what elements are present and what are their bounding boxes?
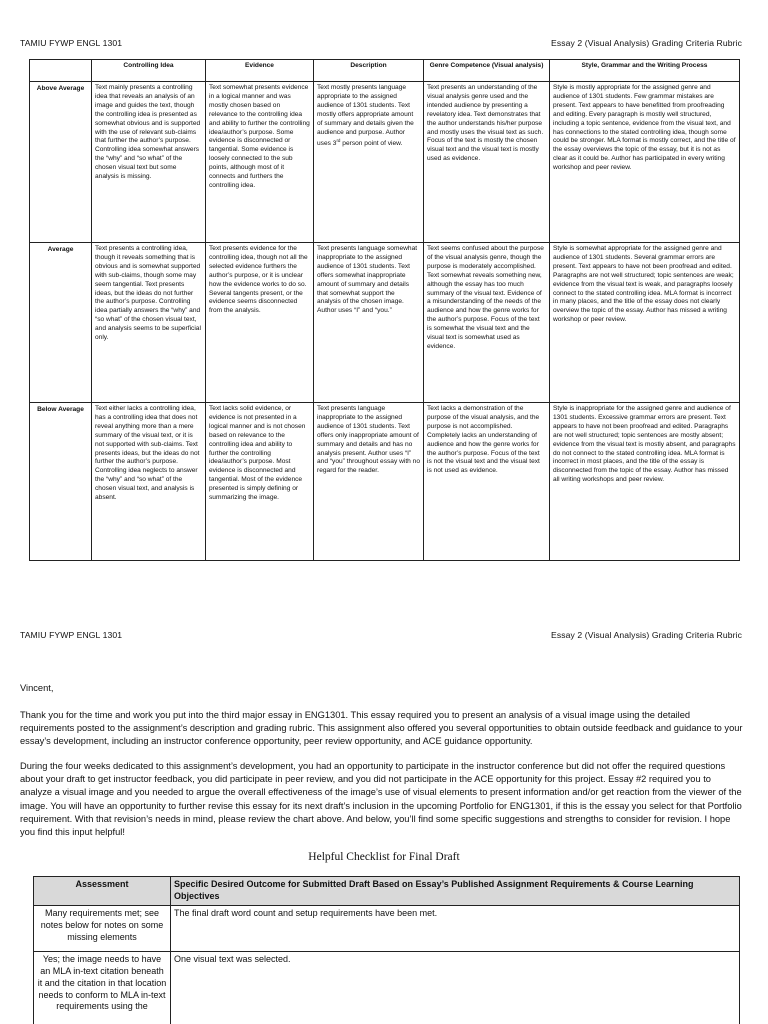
col-style-grammar: Style, Grammar and the Writing Process: [550, 60, 740, 82]
course-label: TAMIU FYWP ENGL 1301: [20, 38, 123, 48]
col-evidence: Evidence: [206, 60, 314, 82]
page-header: [20, 630, 742, 640]
rubric-cell: Text seems confused about the purpose of the visual analysis genre, though the purpose is moderately accomplished. Text somewhat reveals something new, although the essay has too much summary of the visual text. Evidence of a misunderstanding of the needs of the audience and how the genre works for the author’s purpose. Focus of the text is somewhat the visual text and the visual text is somewhat used as evidence.: [424, 243, 550, 403]
rubric-cell: Text mostly presents language appropriate to the assigned audience of 1301 students. Text mostly offers appropriate amount of summary and details given the audience and purpose. Author uses 3rd person point of view.: [314, 82, 424, 243]
rubric-row-below-average: [30, 403, 740, 561]
checklist-header-row: [34, 877, 740, 906]
checklist-row: [34, 951, 740, 1024]
course-label: TAMIU FYWP ENGL 1301: [20, 630, 123, 640]
rubric-cell: Text somewhat presents evidence in a logical manner and was mostly chosen based on relevance to the controlling idea and ability to further the controlling idea/author’s purpose. Some evidence is disconnected or tangential. Some evidence is loosely connected to the sub points, although most of it connects and furthers the controlling idea.: [206, 82, 314, 243]
rubric-cell: Style is inappropriate for the assigned genre and audience of 1301 students. Excessive grammar errors are present. Text appears to have not been proofread and edited. Paragraphs are not well structured; topic sentences are mostly absent; evidence from the visual text is mostly absent, and paragraphs do not connect to the stated controlling idea. MLA format is incorrect in most places, and the title of the essay is disconnected from the topic of the essay. Author has missed all writing workshops and peer review.: [550, 403, 740, 561]
checklist-table: [33, 876, 740, 1024]
grading-rubric-table: [29, 59, 740, 561]
col-desired-outcome: Specific Desired Outcome for Submitted Draft Based on Essay’s Published Assignment Requirements & Course Learning Objectives: [171, 877, 740, 906]
rubric-cell: Text mainly presents a controlling idea that reveals an analysis of an image and guides the text, though the controlling idea is presented as somewhat obvious and is supported with the use of relevant sub-claims that further the author’s purpose. Controlling idea somewhat answers the “why” and “so what” of the chosen visual text but some analysis is missing.: [92, 82, 206, 243]
rubric-cell: Text either lacks a controlling idea, has a controlling idea that does not reveal anything more than a mere summary of the visual text, or it is not supported with sub-claims. Text presents ideas, but the ideas do not further the author’s purpose. Controlling idea neglects to answer the “why” and “so what” of the chosen visual text, and analysis is absent.: [92, 403, 206, 561]
outcome-cell: One visual text was selected.: [171, 951, 740, 1024]
rubric-cell: Text presents an understanding of the visual analysis genre used and the intended audience by presenting a revelatory idea. Text demonstrates that the author understands his/her purpose and mostly uses the visual text as such. Focus of the text is mostly the chosen visual text and the visual text is mostly used as evidence.: [424, 82, 550, 243]
rubric-cell: Text presents evidence for the controlling idea, though not all the selected evidence furthers the author’s purpose, or it is unclear how the evidence works to do so. Several tangents present, or the evidence seems disconnected from the analysis.: [206, 243, 314, 403]
level-label: Average: [30, 243, 92, 403]
rubric-cell: Text presents a controlling idea, though it reveals something that is obvious and is somewhat supported with sub-claims, though some may seem tangential. Text presents ideas, but the ideas do not further the author’s purpose. Controlling idea partially answers the “why” and “so what” of the chosen visual text, and analysis seems to be superficial only.: [92, 243, 206, 403]
rubric-corner-cell: [30, 60, 92, 82]
rubric-cell: Text presents language inappropriate to the assigned audience of 1301 students. Text offers only inappropriate amount of summary and details and has no analysis present. Author uses “I” and “you” throughout essay with no regard for the reader.: [314, 403, 424, 561]
rubric-cell: Text presents language somewhat inappropriate to the assigned audience of 1301 students. Text offers somewhat inappropriate amount of summary and details that somewhat support the analysis of the chosen image. Author uses “I” and “you.”: [314, 243, 424, 403]
col-assessment: Assessment: [34, 877, 171, 906]
checklist-row: [34, 905, 740, 951]
rubric-title: Essay 2 (Visual Analysis) Grading Criteria Rubric: [550, 38, 742, 48]
rubric-row-average: [30, 243, 740, 403]
assessment-cell: Many requirements met; see notes below for notes on some missing elements: [34, 905, 171, 951]
checklist-title: Helpful Checklist for Final Draft: [308, 851, 460, 863]
feedback-paragraph: During the four weeks dedicated to this assignment’s development, you had an opportunity to participate in the instructor conference but did not offer the required questions about your draft to get instructor feedback, you did participate in peer review, and you did not participate in the ACE opportunity for this project. Essay #2 required you to analyze a visual image and you needed to argue the overall effectiveness of the image’s use of visual elements to present information and/or get reaction from the viewer of the image. You will have an opportunity to further revise this essay for its next draft’s inclusion in the upcoming Portfolio for ENG1301, if this is the essay you select for that Portfolio requirement. With that revision’s needs in mind, please review the chart above. And below, you’ll find some specific suggestions and strengths to consider for revision. I hope you find this input helpful!: [20, 761, 742, 838]
page-header: [20, 38, 742, 48]
col-controlling-idea: Controlling Idea: [92, 60, 206, 82]
level-label: Above Average: [30, 82, 92, 243]
rubric-cell: Style is somewhat appropriate for the assigned genre and audience of 1301 students. Several grammar errors are present. Text appears to have not been proofread and edited. Paragraphs are not well structured; topic sentences are weak; evidence from the visual text is weak, and paragraphs loosely connect to the stated controlling idea. MLA format is incorrect in many places, and the title of the essay does not clearly overview the topic of the essay. Author has missed a writing workshop or peer review.: [550, 243, 740, 403]
level-label: Below Average: [30, 403, 92, 561]
salutation: Vincent,: [20, 683, 54, 693]
rubric-row-above-average: [30, 82, 740, 243]
rubric-cell: Text lacks solid evidence, or evidence is not presented in a logical manner and is not chosen based on relevance to the controlling idea and ability to further the controlling idea/author’s purpose. Most evidence is disconnected and tangential. Most of the evidence presented is simply defining or summarizing the image.: [206, 403, 314, 561]
feedback-paragraph: Thank you for the time and work you put into the third major essay in ENG1301. This essay required you to present an analysis of a visual image using the detailed requirements posted to the assignment’s description and grading rubric. This assignment also offered you several opportunities to obtain outside feedback and guidance to your essay’s development, including an instructor conference opportunity, peer review opportunity, and ACE guidance opportunity.: [20, 710, 743, 747]
rubric-cell: Style is mostly appropriate for the assigned genre and audience of 1301 students. Few grammar mistakes are present. Text appears to have benefitted from proofreading and editing. Every paragraph is mostly well structured, including a topic sentence, evidence from the visual text, and has connections to the stated controlling idea, though some could be stronger. MLA format is mostly correct, and the title of the essay overviews the topic of the essay, but it is not as clear as it could be. Author has participated in every writing workshop and peer review.: [550, 82, 740, 243]
rubric-cell: Text lacks a demonstration of the purpose of the visual analysis, and the purpose is not accomplished. Completely lacks an understanding of audience and how the genre works for the author’s purpose. Focus of the text is not the visual text and the visual text is not used as evidence.: [424, 403, 550, 561]
assessment-cell: Yes; the image needs to have an MLA in-text citation beneath it and the citation in that location needs to conform to MLA in-text requirements using the: [34, 951, 171, 1024]
col-description: Description: [314, 60, 424, 82]
outcome-cell: The final draft word count and setup requirements have been met.: [171, 905, 740, 951]
col-genre-competence: Genre Competence (Visual analysis): [424, 60, 550, 82]
rubric-title: Essay 2 (Visual Analysis) Grading Criteria Rubric: [550, 630, 742, 640]
rubric-header-row: [30, 60, 740, 82]
